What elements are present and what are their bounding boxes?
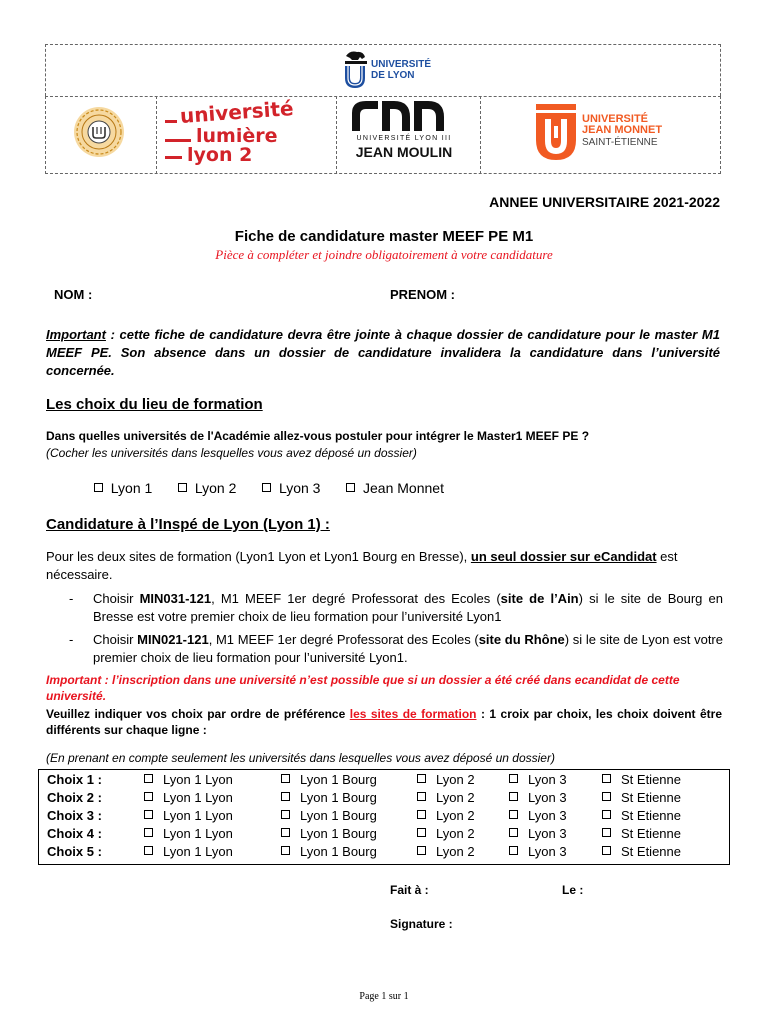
checkbox-icon[interactable] [281,810,290,819]
page-number: Page 1 sur 1 [359,991,409,1002]
choice-option-label: Lyon 3 [528,772,567,787]
option-jean-monnet[interactable]: Jean Monnet [346,480,444,496]
option-lyon3[interactable]: Lyon 3 [262,480,320,496]
lion-icon [340,48,370,92]
checkbox-icon[interactable] [144,828,153,837]
page-subtitle: Pièce à compléter et joindre obligatoirement à votre candidature [215,247,553,262]
choice-row-label: Choix 5 : [47,844,102,859]
option-lyon2[interactable]: Lyon 2 [178,480,236,496]
fait-label: Fait à : [390,883,429,897]
choice-row-label: Choix 4 : [47,826,102,841]
lyon3-arches-icon [348,97,460,131]
date-label: Le : [562,883,584,897]
lyon3-logo-line2: JEAN MOULIN [355,144,453,160]
choice-option-label: Lyon 1 Lyon [163,790,233,805]
checkbox-icon[interactable] [417,810,426,819]
choice-option-label: St Etienne [621,826,681,841]
choice-option[interactable] [281,771,377,789]
checkbox-icon[interactable] [94,483,103,492]
ujm-logo-line1: UNIVERSITÉ [582,113,649,125]
choice-option-label: Lyon 3 [528,790,567,805]
choice-option[interactable] [417,825,475,843]
choices-table [38,769,730,865]
choice-option-label: Lyon 1 Lyon [163,772,233,787]
choice-option-label: Lyon 1 Bourg [300,844,377,859]
choice-option-label: Lyon 2 [436,844,475,859]
checkbox-icon[interactable] [417,828,426,837]
section1-heading: Les choix du lieu de formation [46,396,263,413]
choice-option-label: Lyon 3 [528,808,567,823]
choice-option-label: Lyon 2 [436,772,475,787]
important-warning: Important : l’inscription dans une université n’est possible que si un dossier a été créé dans ecandidat de cette université. [46,673,680,703]
code-min031: MIN031-121 [139,591,212,606]
nom-label: NOM : [54,287,93,302]
lyon2-logo-line2: lumière [196,125,278,147]
choice-option[interactable] [509,825,567,843]
choice-option-label: Lyon 1 Bourg [300,772,377,787]
logo-divider [336,96,337,174]
section2-intro: Pour les deux sites de formation (Lyon1 Lyon et Lyon1 Bourg en Bresse), un seul dossier sur eCandidat est nécessaire. [46,549,678,582]
choice-option[interactable] [509,843,567,861]
choice-option-label: Lyon 1 Lyon [163,844,233,859]
checkbox-icon[interactable] [144,774,153,783]
checkbox-icon[interactable] [509,810,518,819]
choice-row-label: Choix 1 : [47,772,102,787]
choice-option-label: Lyon 2 [436,808,475,823]
checkbox-icon[interactable] [509,846,518,855]
ujm-logo-line2: JEAN MONNET [582,124,663,136]
choice-option[interactable] [417,789,475,807]
choices-note: (En prenant en compte seulement les universités dans lesquelles vous avez déposé un dossier) [46,751,555,765]
checkbox-icon[interactable] [509,828,518,837]
important-label: Important [46,327,106,342]
choice-option-label: Lyon 2 [436,790,475,805]
checkbox-icon[interactable] [602,846,611,855]
checkbox-icon[interactable] [602,774,611,783]
checkbox-icon[interactable] [281,828,290,837]
code-min021: MIN021-121 [137,632,209,647]
choice-option[interactable] [144,807,233,825]
choice-option[interactable] [417,843,475,861]
choice-option-label: Lyon 1 Bourg [300,826,377,841]
choice-option-label: Lyon 1 Lyon [163,808,233,823]
lyon3-logo [344,97,464,161]
page-title: Fiche de candidature master MEEF PE M1 [234,228,534,245]
choice-option[interactable] [144,825,233,843]
choice-option[interactable] [281,825,377,843]
university-options [94,480,444,496]
choice-option[interactable] [417,771,475,789]
training-sites-emphasis: les sites de formation [349,707,477,721]
academic-year: ANNEE UNIVERSITAIRE 2021-2022 [489,194,720,210]
choice-option-label: Lyon 3 [528,826,567,841]
choice-option[interactable] [602,771,681,789]
checkbox-icon[interactable] [417,792,426,801]
important-paragraph [46,326,720,380]
checkbox-icon[interactable] [509,792,518,801]
lyon2-logo-line1: université [179,96,295,128]
choice-option[interactable] [281,807,377,825]
choice-option[interactable] [144,843,233,861]
checkbox-icon[interactable] [417,846,426,855]
single-dossier-emphasis: un seul dossier sur eCandidat [470,549,657,564]
checkbox-icon[interactable] [281,846,290,855]
udl-logo-line1: UNIVERSITÉ [371,59,432,70]
prenom-label: PRENOM : [390,287,455,302]
choice-option[interactable] [281,789,377,807]
signature-label: Signature : [390,917,453,931]
checkbox-icon[interactable] [417,774,426,783]
choice-option-label: St Etienne [621,808,681,823]
jean-monnet-logo [536,104,676,164]
choice-option[interactable] [602,789,681,807]
checkbox-icon[interactable] [602,810,611,819]
lyon2-logo-line3: lyon 2 [187,144,253,166]
choice-option-label: St Etienne [621,772,681,787]
universite-de-lyon-logo [340,48,430,92]
checkbox-icon[interactable] [602,828,611,837]
choice-row-label: Choix 2 : [47,790,102,805]
choice-option-label: Lyon 1 Lyon [163,826,233,841]
checkbox-icon[interactable] [602,792,611,801]
checkbox-icon[interactable] [144,810,153,819]
checkbox-icon[interactable] [281,774,290,783]
choice-option-label: Lyon 1 Bourg [300,808,377,823]
choice-option-label: Lyon 1 Bourg [300,790,377,805]
choice-option[interactable] [509,789,567,807]
ujm-logo-line3: SAINT-ÉTIENNE [582,137,658,148]
choice-option[interactable] [281,843,377,861]
section2-heading: Candidature à l’Inspé de Lyon (Lyon 1) : [46,516,330,533]
lyon3-logo-line1: UNIVERSITÉ LYON III [356,135,452,142]
choice-option[interactable] [509,771,567,789]
choice-option-label: St Etienne [621,790,681,805]
choice-option[interactable] [602,843,681,861]
checkbox-icon[interactable] [178,483,187,492]
logo-divider [156,96,157,174]
checkbox-icon[interactable] [509,774,518,783]
choice-option[interactable] [602,807,681,825]
choice-option-label: St Etienne [621,844,681,859]
choice-option[interactable] [602,825,681,843]
choice-option-label: Lyon 2 [436,826,475,841]
bullet-ain: - Choisir MIN031-121, M1 MEEF 1er degré Professorat des Ecoles (site de l’Ain) si le site de Bourg en Bresse est votre premier choix de lieu formation pour l’université Lyon1 [69,591,723,624]
section1-hint: (Cocher les universités dans lesquelles vous avez déposé un dossier) [46,446,417,460]
lyon1-seal-logo [68,104,130,160]
bullet-rhone: - Choisir MIN021-121, M1 MEEF 1er degré Professorat des Ecoles (site du Rhône) si le site de Lyon est votre premier choix de lieu formation pour l’université Lyon1. [69,632,723,665]
choice-row-label: Choix 3 : [47,808,102,823]
logo-divider [480,96,481,174]
choice-option-label: Lyon 3 [528,844,567,859]
choice-option[interactable] [509,807,567,825]
option-lyon1[interactable]: Lyon 1 [94,480,152,496]
choice-option[interactable] [144,789,233,807]
checkbox-icon[interactable] [281,792,290,801]
ujm-shield-icon [536,104,576,162]
checkbox-icon[interactable] [346,483,355,492]
checkbox-icon[interactable] [262,483,271,492]
choice-option[interactable] [417,807,475,825]
checkbox-icon[interactable] [144,846,153,855]
udl-logo-line2: DE LYON [371,70,415,81]
checkbox-icon[interactable] [144,792,153,801]
choice-option[interactable] [144,771,233,789]
important-text: : cette fiche de candidature devra être jointe à chaque dossier de candidature pour le master M1 MEEF PE. Son absence dans un dossier de candidature invalidera la candidature dans l’université concernée. [46,327,720,378]
lyon2-logo [162,96,302,170]
order-instruction: Veuillez indiquer vos choix par ordre de préférence les sites de formation : 1 croix par choix, les choix doivent être différents sur chaque ligne : [46,707,723,737]
section1-question: Dans quelles universités de l'Académie allez-vous postuler pour intégrer le Master1 MEEF PE ? [46,429,590,443]
